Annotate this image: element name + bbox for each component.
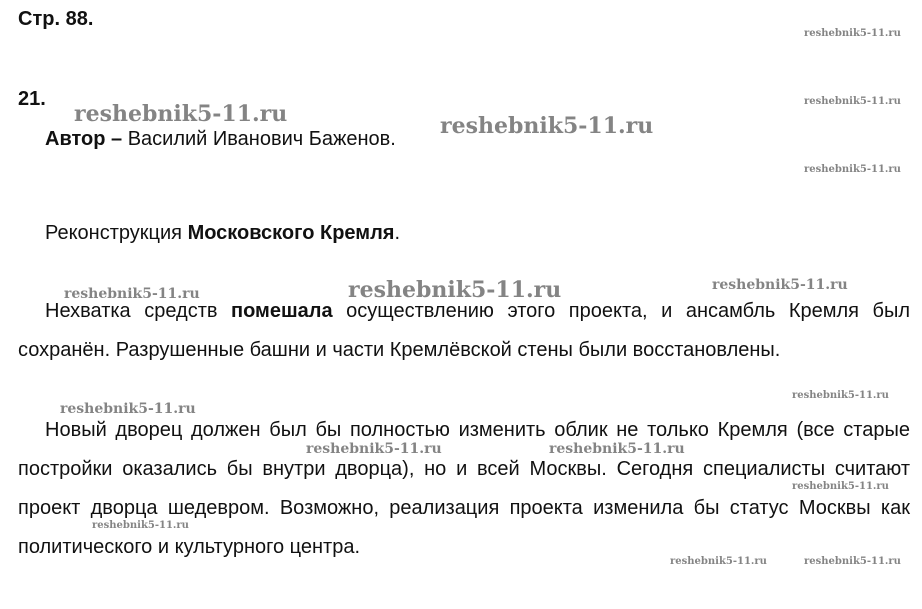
paragraph-1-bold: помешала: [231, 300, 333, 322]
watermark: reshebnik5-11.ru: [60, 401, 196, 417]
paragraph-1-after: осуществлению этого проекта, и ансамбль Кремля был сохранён. Разрушенные башни и части Кремлёвской стены были восстановлены.: [18, 300, 910, 361]
author-line: [45, 128, 396, 151]
watermark: reshebnik5-11.ru: [804, 96, 901, 107]
watermark: reshebnik5-11.ru: [440, 113, 654, 139]
watermark: reshebnik5-11.ru: [64, 286, 200, 302]
page-reference: Стр. 88.: [18, 8, 94, 30]
reconstruction-line: [45, 222, 400, 245]
reconstruction-bold: Московского Кремля: [187, 222, 395, 244]
watermark: reshebnik5-11.ru: [712, 277, 848, 293]
watermark: reshebnik5-11.ru: [804, 164, 901, 175]
paragraph-1-before: Нехватка средств: [45, 300, 232, 322]
author-label: Автор: [45, 128, 106, 150]
paragraph-2-text: Новый дворец должен был бы полностью изменить облик не только Кремля (все старые постройки оказались бы внутри дворца), но и всей Москвы. Сегодня специалисты считают проект дворца шедевром. Возможно, реализация проекта изменила бы статус Москвы как политического и культурного центра.: [18, 419, 910, 558]
author-name: Василий Иванович Баженов.: [127, 128, 396, 150]
watermark: reshebnik5-11.ru: [306, 441, 442, 457]
watermark: reshebnik5-11.ru: [670, 556, 767, 567]
paragraph-2: [18, 411, 910, 567]
watermark: reshebnik5-11.ru: [549, 441, 685, 457]
watermark: reshebnik5-11.ru: [792, 390, 889, 401]
watermark: reshebnik5-11.ru: [792, 481, 889, 492]
watermark: reshebnik5-11.ru: [348, 277, 562, 303]
reconstruction-suffix: .: [394, 222, 400, 244]
paragraph-1: [18, 292, 910, 370]
author-dash: –: [105, 128, 128, 150]
task-number: 21.: [18, 88, 46, 110]
watermark: reshebnik5-11.ru: [92, 520, 189, 531]
reconstruction-prefix: Реконструкция: [45, 222, 188, 244]
watermark: reshebnik5-11.ru: [804, 556, 901, 567]
watermark: reshebnik5-11.ru: [804, 28, 901, 39]
watermark: reshebnik5-11.ru: [74, 101, 288, 127]
